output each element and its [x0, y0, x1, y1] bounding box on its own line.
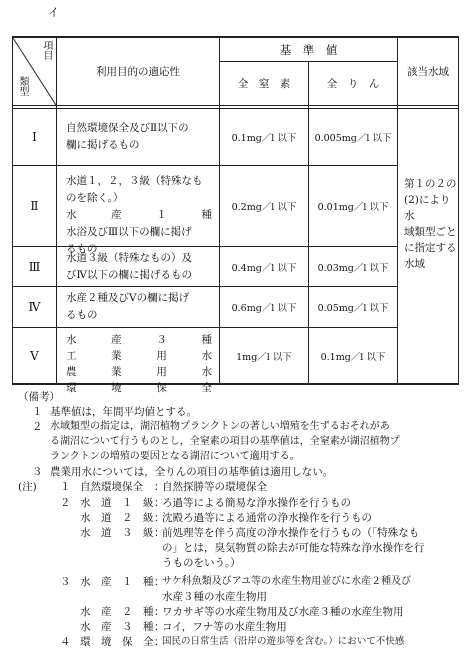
- note-colon: ：: [154, 606, 165, 618]
- nitrogen-value: 0.6mg／l 以下: [231, 303, 297, 314]
- char: 種: [201, 334, 212, 346]
- area-line: に指定する: [404, 242, 457, 254]
- char: 業: [111, 366, 122, 378]
- char: 水: [66, 209, 77, 221]
- purpose-line: 欄に掲げるもの: [66, 139, 140, 151]
- char: 水: [201, 350, 212, 362]
- remark-line: る湖沼について行うものとし，全窒素の項目の基準値は，全窒素が湖沼植物プ: [50, 436, 400, 447]
- header-type: 類型: [17, 76, 28, 96]
- note-text: 水産３種の水産生物用: [162, 591, 267, 603]
- note-colon: ：: [154, 481, 165, 493]
- purpose-line: 自然環境保全及びⅡ以下の: [66, 122, 189, 134]
- char: 環: [66, 382, 77, 394]
- note-label: 自然環境保全: [80, 481, 143, 493]
- note-label: 水 道 １ 級: [80, 497, 154, 509]
- char: 用: [156, 366, 167, 378]
- header-applicable-area: 該当水域: [407, 66, 449, 78]
- remark-number: ２: [32, 421, 43, 433]
- char: 水: [66, 334, 77, 346]
- area-line: 第１の２の: [404, 178, 457, 190]
- char: １: [156, 209, 167, 221]
- note-colon: ：: [154, 497, 165, 509]
- type-label: Ⅳ: [28, 300, 41, 314]
- purpose-line: るもの: [66, 243, 98, 255]
- remark-number: ３: [32, 466, 43, 478]
- phosphorus-value: 0.005mg／l 以下: [314, 133, 392, 144]
- char: 業: [111, 350, 122, 362]
- note-text: ろ過等による簡易な浄水操作を行うもの: [162, 497, 351, 509]
- purpose-line: のを除く。）: [66, 192, 124, 204]
- note-label: 水 道 ２ 級: [80, 512, 154, 524]
- header-purpose: 利用目的の適応性: [96, 66, 180, 78]
- remark-line: 基準値は，年間平均値とする。: [50, 406, 197, 418]
- note-number: ３: [60, 576, 71, 588]
- purpose-line: びⅣ以下の欄に掲げるもの: [66, 268, 192, 281]
- nitrogen-value: 0.4mg／l 以下: [231, 262, 297, 274]
- nitrogen-value: 0.1mg／l 以下: [231, 133, 297, 144]
- remarks-title: （備考）: [18, 391, 60, 403]
- note-number: ４: [60, 636, 71, 648]
- type-label: Ⅲ: [28, 259, 41, 274]
- header-item: 項目: [41, 40, 52, 60]
- char: 種: [201, 209, 212, 221]
- char: 工: [66, 350, 77, 362]
- purpose-line: 水道１，２，３級（特殊なも: [66, 175, 203, 187]
- note-text: うものをいう。）: [162, 557, 241, 569]
- purpose-line: 水浴及びⅢ以下の欄に掲げ: [66, 226, 192, 238]
- nitrogen-value: 1mg／l 以下: [236, 351, 292, 363]
- phosphorus-value: 0.05mg／l 以下: [317, 303, 389, 314]
- notes-title: (注): [18, 481, 37, 493]
- remark-number: １: [32, 406, 43, 418]
- note-text: の」とは，臭気物質の除去が可能な特殊な浄水操作を行: [162, 542, 425, 554]
- type-label: Ⅰ: [32, 130, 37, 144]
- phosphorus-value: 0.01mg／l 以下: [317, 202, 389, 213]
- note-text: 沈殿ろ過等による通常の浄水操作を行うもの: [162, 512, 372, 524]
- note-number: １: [60, 481, 71, 493]
- type-label: Ⅴ: [30, 348, 39, 363]
- char: 農: [66, 366, 77, 378]
- purpose-line: るもの: [66, 309, 98, 321]
- phosphorus-value: 0.03mg／l 以下: [317, 262, 389, 274]
- area-line: (2)により水: [404, 194, 451, 222]
- note-colon: ：: [154, 512, 165, 524]
- area-line: 域類型ごと: [404, 226, 457, 238]
- note-label: 環 境 保 全: [80, 636, 154, 648]
- nitrogen-value: 0.2mg／l 以下: [231, 202, 297, 213]
- note-text: ワカサギ等の水産生物用及び水産３種の水産生物用: [162, 606, 404, 618]
- header-standard: 基 準 値: [279, 42, 338, 57]
- note-number: ２: [60, 497, 71, 509]
- char: 境: [111, 382, 122, 394]
- note-text: 前処理等を伴う高度の浄水操作を行うもの（「特殊なも: [162, 527, 420, 539]
- char: 産: [111, 334, 122, 346]
- note-label: 水 産 ２ 種: [80, 606, 154, 618]
- note-text: 国民の日常生活（沿岸の遊歩等を含む。）において不快感: [162, 636, 405, 647]
- note-label: 水 道 ３ 級: [80, 527, 154, 539]
- char: 産: [111, 209, 122, 221]
- char: 保: [156, 382, 167, 394]
- char: 全: [201, 382, 212, 394]
- note-label: 水 産 １ 種: [80, 576, 154, 588]
- phosphorus-value: 0.1mg／l 以下: [320, 351, 386, 363]
- type-label: Ⅱ: [30, 199, 39, 213]
- corner-mark: イ: [48, 6, 59, 19]
- note-colon: ：: [154, 636, 165, 648]
- note-text: コイ，フナ等の水産生物用: [162, 621, 287, 633]
- note-text: 自然探勝等の環境保全: [162, 481, 267, 493]
- note-colon: ：: [154, 621, 165, 633]
- header-total-nitrogen: 全 窒 素: [237, 78, 291, 90]
- purpose-line: 水産２種及びⅤの欄に掲げ: [66, 292, 190, 304]
- note-text: サケ科魚類及びアユ等の水産生物用並びに水産２種及び: [162, 576, 412, 587]
- char: ３: [156, 334, 167, 346]
- remark-line: 農業用水については，全りんの項目の基準値は適用しない。: [50, 466, 334, 478]
- char: 用: [156, 350, 167, 362]
- note-colon: ：: [154, 527, 165, 539]
- remark-line: ランクトンの増殖の要因となる湖沼について適用する。: [50, 451, 300, 462]
- note-label: 水 産 ３ 種: [80, 621, 154, 633]
- note-colon: ：: [154, 576, 165, 588]
- char: 水: [201, 366, 212, 378]
- area-line: 水域: [404, 258, 425, 270]
- purpose-line: 水道３級（特殊なもの）及: [66, 251, 192, 264]
- remark-line: 水域類型の指定は，湖沼植物プランクトンの著しい増殖を生ずるおそれがあ: [50, 421, 390, 432]
- header-total-phosphorus: 全 り ん: [326, 78, 380, 90]
